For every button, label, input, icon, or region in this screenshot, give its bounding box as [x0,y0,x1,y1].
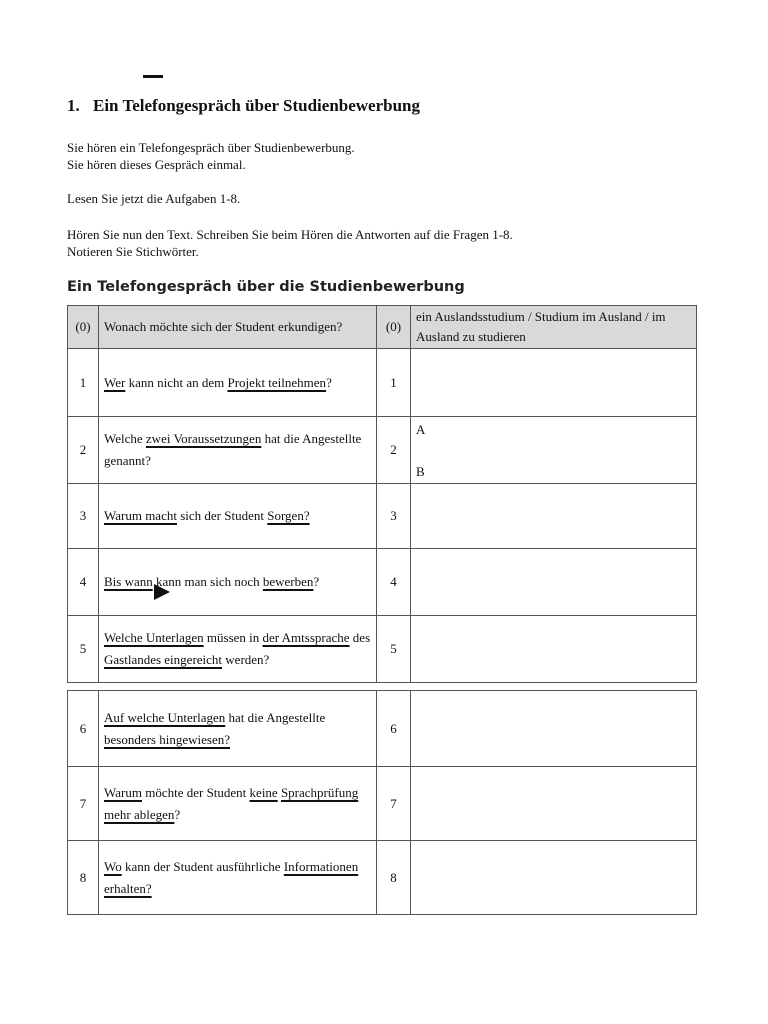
section-number: 1. [67,96,80,115]
intro-line-5: Notieren Sie Stichwörter. [67,244,199,259]
question-rows-1-5 [68,349,697,683]
question-text-segment: kann nicht an dem [125,374,228,390]
answer-field[interactable] [411,349,697,417]
underlined-keyword: besonders hingewiesen? [104,731,230,747]
header-dash [143,75,163,78]
question-text [99,691,377,767]
answer-field[interactable] [411,616,697,683]
underlined-keyword: Auf welche Unterlagen [104,709,226,725]
answer-number: 6 [377,691,411,767]
question-text-segment: Welche [104,431,146,446]
question-text-segment: hat die Angestellte [225,709,326,725]
question-text [99,841,377,915]
intro-line-2: Sie hören dieses Gespräch einmal. [67,157,246,172]
table-row [68,767,697,841]
underlined-keyword: der Amtssprache [262,630,350,645]
question-text-segment: hat die Angestellte genannt? [104,431,362,468]
answer-number: 4 [377,549,411,616]
underlined-keyword: Wer [104,374,126,390]
question-text-segment: ? [313,574,320,589]
underlined-keyword: zwei Voraussetzungen [145,431,262,446]
example-number: (0) [68,306,99,349]
example-answer: ein Auslandsstudium / Studium im Ausland / im Ausland zu studieren [411,306,697,349]
question-rows-6-8 [68,691,697,915]
underlined-keyword: Warum [104,784,142,800]
question-text-segment: kann man sich noch [152,574,263,589]
table-row [68,484,697,549]
underlined-keyword: Welche Unterlagen [104,630,204,645]
answer-field[interactable] [411,549,697,616]
example-answer-number: (0) [377,306,411,349]
answer-label: B [416,464,425,479]
underlined-keyword: Informationen erhalten? [104,858,359,896]
question-number: 1 [68,349,99,417]
underlined-keyword: keine [249,784,278,800]
example-row [68,306,697,349]
intro-line-4: Hören Sie nun den Text. Schreiben Sie beim Hören die Antworten auf die Fragen 1-8. [67,227,513,242]
underlined-keyword: Gastlandes eingereicht [104,652,223,667]
underlined-keyword: Sorgen? [267,508,310,523]
underlined-keyword: Sprachprüfung [280,784,359,800]
table-row [68,549,697,616]
answer-number: 7 [377,767,411,841]
answer-number: 5 [377,616,411,683]
answer-label: A [416,422,426,437]
answer-field[interactable] [411,767,697,841]
question-text [99,616,377,683]
question-number: 2 [68,417,99,484]
table-row [68,349,697,417]
underlined-keyword: Projekt teilnehmen [227,374,327,390]
arrow-icon [154,584,170,600]
answer-number: 1 [377,349,411,417]
table-row [68,691,697,767]
intro-line-1: Sie hören ein Telefongespräch über Studienbewerbung. [67,140,355,155]
underlined-keyword: Warum macht [104,508,177,523]
underlined-keyword: Bis wann [104,574,153,589]
intro-line-3: Lesen Sie jetzt die Aufgaben 1-8. [67,191,241,206]
question-number: 6 [68,691,99,767]
section-title: Ein Telefongespräch über Studienbewerbung [93,96,421,115]
table-row [68,417,697,484]
answer-number: 2 [377,417,411,484]
answer-number: 8 [377,841,411,915]
question-number: 5 [68,616,99,683]
section-heading [67,96,420,116]
intro-paragraph-3 [67,226,513,260]
question-text [99,767,377,841]
underlined-keyword: mehr ablegen [104,806,175,822]
question-text-segment: müssen in [203,630,263,645]
underlined-keyword: Wo [104,858,122,874]
example-question: Wonach möchte sich der Student erkundigen? [99,306,377,349]
table-row [68,616,697,683]
answer-number: 3 [377,484,411,549]
question-text-segment: sich der Student [176,508,268,523]
question-text [99,349,377,417]
question-text-segment: kann der Student ausführliche [121,858,284,874]
question-table-2 [67,690,697,915]
question-text-segment: möchte der Student [141,784,250,800]
question-number: 8 [68,841,99,915]
question-text-segment: werden? [222,652,270,667]
answer-field[interactable] [411,841,697,915]
question-number: 4 [68,549,99,616]
answer-field[interactable] [411,691,697,767]
table-row [68,841,697,915]
question-number: 7 [68,767,99,841]
question-text-segment: ? [174,806,181,822]
intro-paragraph-2 [67,190,240,207]
intro-paragraph-1 [67,139,355,173]
question-text [99,549,377,616]
table-subtitle: Ein Telefongespräch über die Studienbewerbung [67,279,465,295]
question-text [99,417,377,484]
question-text [99,484,377,549]
underlined-keyword: bewerben [262,574,314,589]
answer-field[interactable] [411,417,697,484]
question-number: 3 [68,484,99,549]
answer-field[interactable] [411,484,697,549]
question-table-1 [67,305,697,683]
question-text-segment: des [349,630,371,645]
question-text-segment: ? [326,374,332,390]
